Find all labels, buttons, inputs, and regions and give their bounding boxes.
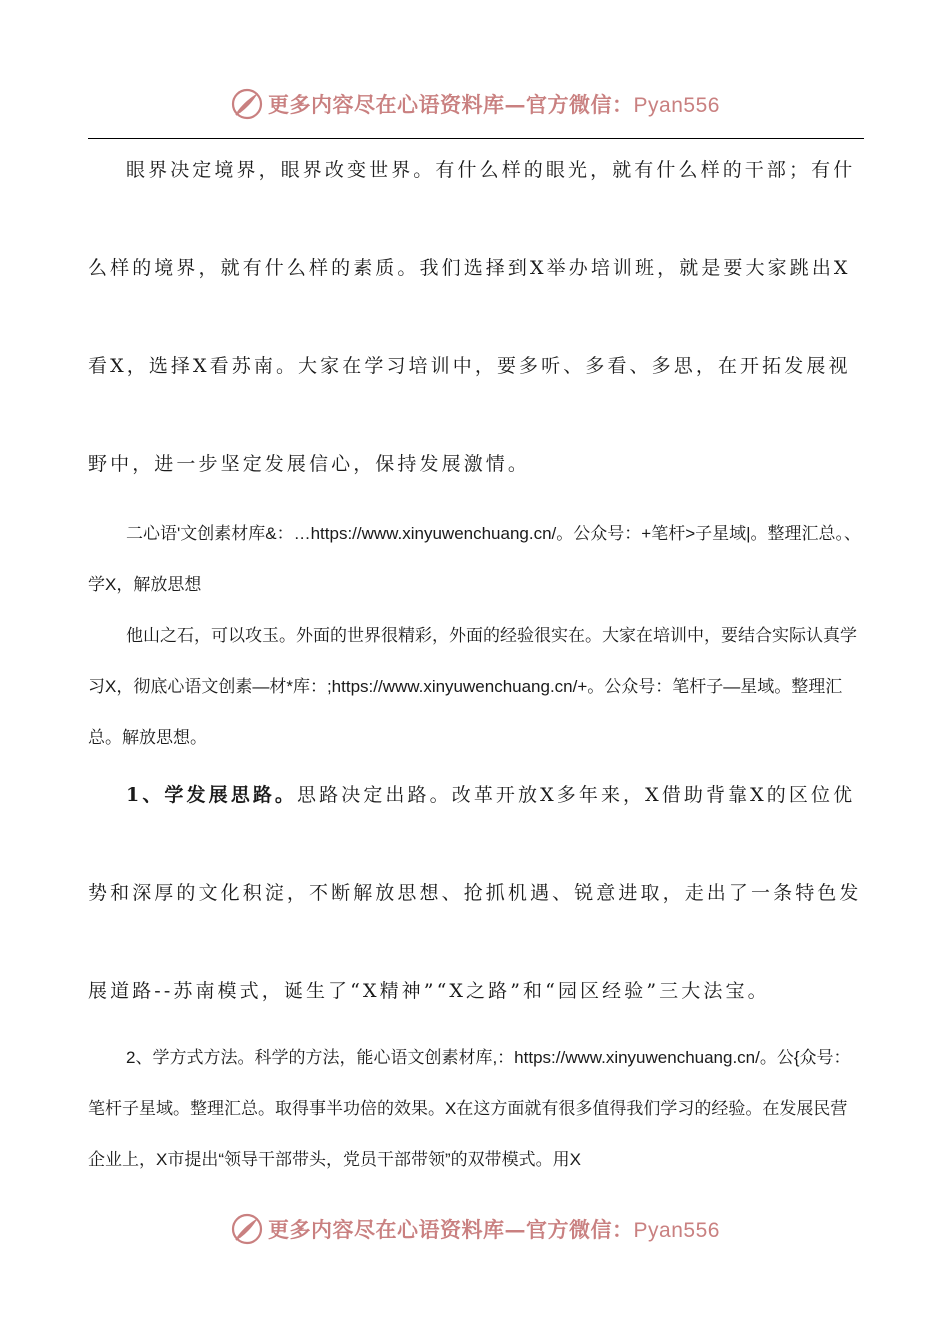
header-wechat-id: Pyan556 (633, 94, 720, 117)
paragraph-development-ideas (88, 746, 864, 1040)
footer-wechat-id: Pyan556 (633, 1219, 720, 1242)
footer-brand-text: 更多内容尽在心语资料库—官方微信：Pyan556 (268, 1217, 720, 1242)
quill-logo-icon (230, 87, 264, 121)
paragraph-vision: 眼界决定境界，眼界改变世界。有什么样的眼光，就有什么样的干部；有什么样的境界，就有什么样的素质。我们选择到X举办培训班，就是要大家跳出X看X，选择X看苏南。大家在学习培训中，要多听、多看、多思，在开拓发展视野中，进一步坚定发展信心，保持发展激情。 (88, 159, 856, 475)
item-1-body: 思路决定出路。改革开放X多年来，X借助背靠X的区位优势和深厚的文化积淀，不断解放思想、抢抓机遇、锐意进取，走出了一条特色发展道路--苏南模式，诞生了“X精神”“X之路”和“园区经验”三大法宝。 (88, 784, 862, 1002)
quill-logo-icon (230, 1212, 264, 1246)
footer-banner (0, 1209, 950, 1249)
header-banner (0, 84, 950, 124)
header-brand-text: 更多内容尽在心语资料库—官方微信：Pyan556 (268, 92, 720, 117)
item-1-heading: 1、学发展思路。 (126, 784, 298, 806)
paragraph-section-heading: 二心语'文创素材库&：…https://www.xinyuwenchuang.cn/。公众号：+笔杆>子星域|。整理汇总。、学X，解放思想 (88, 524, 862, 594)
paragraph-learn-x: 他山之石，可以攻玉。外面的世界很精彩，外面的经验很实在。大家在培训中，要结合实际认真学习X，彻底心语文创素—材*库：;https://www.xinyuwenchuang.cn/+。公众号：笔杆子—星域。整理汇总。解放思想。 (88, 626, 857, 747)
paragraph-methods: 2、学方式方法。科学的方法，能心语文创素材库,：https://www.xinyuwenchuang.cn/。公{众号：笔杆子星域。整理汇总。取得事半功倍的效果。X在这方面就有很多值得我们学习的经验。在发展民营企业上，X市提出“领导干部带头，党员干部带领”的双带模式。用X (88, 1048, 851, 1169)
